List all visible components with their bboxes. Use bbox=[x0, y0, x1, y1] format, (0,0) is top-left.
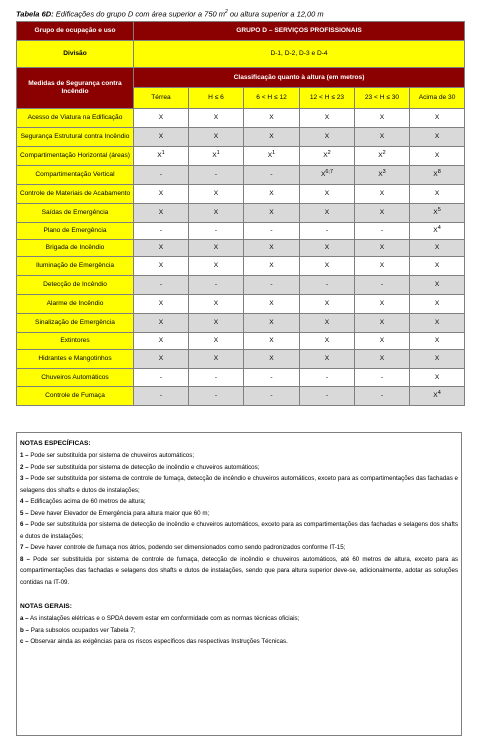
requirement-mark: X bbox=[433, 392, 438, 400]
requirement-cell bbox=[244, 128, 300, 147]
requirement-cell bbox=[355, 223, 410, 240]
measure-label: Segurança Estrutural contra Incêndio bbox=[17, 128, 134, 147]
requirement-cell bbox=[134, 166, 189, 185]
requirement-mark: X bbox=[158, 337, 164, 345]
requirement-mark: X bbox=[158, 244, 164, 252]
requirement-mark: X bbox=[434, 152, 440, 160]
requirement-mark: - bbox=[159, 392, 163, 400]
requirement-cell bbox=[355, 185, 410, 204]
note-text: Pode ser substituída por sistema de controle de fumaça, detecção de incêndio e chuveiros automáticos, até 60 metros de altura, exceto para as compartimentações das fachadas e selagens dos shafts e dutos de instalações, sendo que para altura superior deve-se, adicionalmente, adotar as soluções contidas na IT-09. bbox=[20, 555, 458, 586]
requirement-mark: - bbox=[270, 171, 273, 179]
note-reference: 6;7 bbox=[325, 169, 334, 176]
requirement-cell bbox=[244, 109, 300, 128]
requirement-cell bbox=[134, 276, 189, 295]
requirement-cell bbox=[355, 276, 410, 295]
requirement-mark: X bbox=[379, 209, 385, 217]
table-row bbox=[17, 204, 465, 223]
requirement-mark: X bbox=[433, 227, 438, 235]
requirement-cell bbox=[410, 350, 465, 369]
requirement-mark: X bbox=[269, 262, 274, 270]
requirement-cell bbox=[355, 350, 410, 369]
measure-label: Compartimentação Vertical bbox=[17, 166, 134, 185]
measure-label: Controle de Fumaça bbox=[17, 387, 134, 406]
requirement-mark: X bbox=[379, 355, 385, 363]
requirement-mark: X bbox=[324, 244, 330, 252]
caption-text-a: Edificações do grupo D com área superior a 750 m bbox=[55, 9, 225, 19]
note-reference: 4 bbox=[437, 390, 441, 397]
requirement-mark: X bbox=[434, 337, 440, 345]
note-text: As instalações elétricas e o SPDA devem estar em conformidade com as normas técnicas oficiais; bbox=[30, 615, 300, 622]
requirement-cell bbox=[300, 295, 355, 314]
requirement-mark: X bbox=[213, 337, 219, 345]
notes-box bbox=[16, 432, 462, 736]
table-row bbox=[17, 369, 465, 387]
table-row bbox=[17, 109, 465, 128]
requirement-cell bbox=[300, 240, 355, 257]
requirement-mark: X bbox=[267, 152, 273, 160]
note-text: Pode ser substituída por sistema de detecção de incêndio e chuveiros automáticos, exceto para as compartimentações das fachadas e selagens dos shafts e dutos de instalações; bbox=[20, 521, 458, 540]
note-reference: 1 bbox=[216, 150, 220, 157]
requirement-mark: X bbox=[269, 209, 274, 217]
caption-superscript: 2 bbox=[225, 9, 228, 15]
grupo-value-cell: GRUPO D – SERVIÇOS PROFISSIONAIS bbox=[134, 22, 465, 41]
requirement-mark: X bbox=[434, 133, 440, 141]
requirement-cell bbox=[410, 333, 465, 350]
requirement-mark: X bbox=[269, 300, 274, 308]
requirement-mark: - bbox=[380, 227, 384, 235]
requirement-cell bbox=[134, 295, 189, 314]
requirement-cell bbox=[355, 166, 410, 185]
requirement-cell bbox=[300, 166, 355, 185]
requirement-cell bbox=[189, 369, 244, 387]
requirement-mark: X bbox=[213, 133, 219, 141]
requirement-cell bbox=[244, 147, 300, 166]
requirement-mark: X bbox=[213, 209, 219, 217]
requirement-cell bbox=[300, 350, 355, 369]
requirement-cell bbox=[410, 387, 465, 406]
requirement-cell bbox=[244, 166, 300, 185]
requirement-mark: X bbox=[434, 190, 440, 198]
requirement-cell bbox=[189, 204, 244, 223]
requirement-mark: X bbox=[433, 171, 438, 179]
requirement-cell bbox=[300, 314, 355, 333]
requirement-mark: X bbox=[158, 355, 164, 363]
requirement-mark: X bbox=[158, 114, 164, 122]
requirement-mark: X bbox=[213, 114, 219, 122]
requirement-mark: - bbox=[325, 227, 329, 235]
requirement-cell bbox=[134, 387, 189, 406]
requirement-cell bbox=[134, 257, 189, 276]
requirement-mark: X bbox=[158, 300, 164, 308]
requirement-cell bbox=[189, 314, 244, 333]
requirement-mark: X bbox=[434, 281, 440, 289]
requirement-cell bbox=[355, 387, 410, 406]
requirement-mark: X bbox=[269, 337, 274, 345]
measure-label: Chuveiros Automáticos bbox=[17, 369, 134, 387]
note-number: 3 – bbox=[20, 475, 29, 482]
requirement-mark: X bbox=[269, 244, 274, 252]
requirement-cell bbox=[355, 314, 410, 333]
requirement-cell bbox=[134, 223, 189, 240]
notas-gerais-title: NOTAS GERAIS: bbox=[20, 603, 72, 610]
requirement-mark: X bbox=[320, 171, 326, 179]
table-row bbox=[17, 314, 465, 333]
requirement-mark: - bbox=[159, 281, 163, 289]
requirement-mark: X bbox=[324, 262, 330, 270]
requirement-mark: X bbox=[158, 209, 164, 217]
note-text: Pode ser substituída por sistema de detecção de incêndio e chuveiros automáticos; bbox=[30, 463, 260, 471]
requirement-cell bbox=[134, 204, 189, 223]
requirement-mark: X bbox=[213, 319, 219, 327]
note-reference: 2 bbox=[382, 150, 386, 157]
requirement-mark: - bbox=[159, 227, 163, 235]
requirement-mark: - bbox=[214, 373, 218, 381]
requirement-cell bbox=[410, 204, 465, 223]
note-number: 1 – bbox=[20, 452, 29, 459]
requirement-cell bbox=[244, 240, 300, 257]
table-row bbox=[17, 166, 465, 185]
requirement-mark: - bbox=[214, 227, 218, 235]
requirement-cell bbox=[134, 350, 189, 369]
requirement-cell bbox=[189, 350, 244, 369]
requirement-cell bbox=[355, 369, 410, 387]
requirement-cell bbox=[410, 240, 465, 257]
requirement-cell bbox=[355, 257, 410, 276]
requirement-mark: X bbox=[434, 319, 440, 327]
requirement-cell bbox=[410, 314, 465, 333]
requirement-mark: X bbox=[324, 114, 330, 122]
requirement-cell bbox=[355, 204, 410, 223]
note-text: Deve haver Elevador de Emergência para altura maior que 60 m; bbox=[30, 509, 210, 517]
note-item bbox=[20, 636, 458, 648]
requirement-cell bbox=[134, 333, 189, 350]
note-reference: 1 bbox=[161, 150, 165, 157]
requirement-mark: X bbox=[269, 355, 274, 363]
requirement-cell bbox=[189, 257, 244, 276]
requirement-cell bbox=[189, 147, 244, 166]
requirement-mark: - bbox=[159, 373, 163, 381]
requirement-cell bbox=[410, 185, 465, 204]
requirement-cell bbox=[189, 276, 244, 295]
measure-label: Alarme de Incêndio bbox=[17, 295, 134, 314]
requirement-cell bbox=[244, 369, 300, 387]
note-item bbox=[20, 625, 458, 637]
note-number: 5 – bbox=[20, 509, 29, 517]
requirement-mark: - bbox=[325, 373, 329, 381]
requirement-cell bbox=[134, 240, 189, 257]
table-row bbox=[17, 295, 465, 314]
table-row bbox=[17, 147, 465, 166]
requirement-mark: X bbox=[434, 300, 440, 308]
requirement-cell bbox=[355, 147, 410, 166]
table-row bbox=[17, 240, 465, 257]
requirement-mark: X bbox=[269, 190, 274, 198]
requirement-mark: X bbox=[434, 114, 440, 122]
requirement-cell bbox=[355, 333, 410, 350]
requirement-mark: X bbox=[324, 190, 330, 198]
requirement-mark: X bbox=[379, 319, 385, 327]
note-number: c – bbox=[20, 638, 29, 645]
requirement-mark: X bbox=[213, 190, 219, 198]
table-row bbox=[17, 185, 465, 204]
requirement-cell bbox=[300, 257, 355, 276]
requirement-cell bbox=[300, 109, 355, 128]
requirement-mark: X bbox=[269, 114, 274, 122]
note-number: 2 – bbox=[20, 463, 29, 471]
requirement-mark: - bbox=[214, 392, 218, 400]
note-number: a – bbox=[20, 615, 29, 622]
requirement-cell bbox=[244, 295, 300, 314]
requirement-cell bbox=[410, 223, 465, 240]
note-item bbox=[20, 554, 458, 589]
requirement-mark: - bbox=[214, 171, 218, 179]
note-item bbox=[20, 508, 458, 520]
requirement-cell bbox=[410, 109, 465, 128]
height-col-header: Acima de 30 bbox=[410, 88, 465, 109]
requirement-cell bbox=[300, 185, 355, 204]
requirement-cell bbox=[189, 166, 244, 185]
requirement-mark: - bbox=[270, 281, 273, 289]
requirement-mark: X bbox=[379, 262, 385, 270]
requirement-cell bbox=[189, 128, 244, 147]
requirement-cell bbox=[244, 276, 300, 295]
requirement-cell bbox=[410, 369, 465, 387]
measure-label: Detecção de Incêndio bbox=[17, 276, 134, 295]
measure-label: Compartimentação Horizontal (áreas) bbox=[17, 147, 134, 166]
requirement-mark: X bbox=[158, 190, 164, 198]
requirement-cell bbox=[355, 295, 410, 314]
requirement-cell bbox=[355, 109, 410, 128]
table-row bbox=[17, 387, 465, 406]
table-row bbox=[17, 223, 465, 240]
note-item bbox=[20, 519, 458, 542]
requirement-mark: X bbox=[433, 209, 438, 217]
requirement-mark: X bbox=[324, 355, 330, 363]
note-text: Observar ainda as exigências para os riscos específicos das respectivas Instruções Técnicas. bbox=[30, 638, 288, 645]
height-col-header: 12 < H ≤ 23 bbox=[300, 88, 355, 109]
note-item bbox=[20, 473, 458, 496]
height-col-header: 6 < H ≤ 12 bbox=[244, 88, 300, 109]
requirement-cell bbox=[410, 257, 465, 276]
requirement-mark: X bbox=[434, 244, 440, 252]
requirement-cell bbox=[134, 369, 189, 387]
requirement-mark: X bbox=[379, 244, 385, 252]
note-text: Pode ser substituída por sistema de controle de fumaça, detecção de incêndio e chuveiros automáticos, exceto para as compartimentações das fachadas e selagens dos shafts e dutos de instalações; bbox=[20, 475, 458, 494]
requirements-table bbox=[16, 21, 465, 406]
caption-prefix: Tabela 6D: bbox=[16, 9, 56, 19]
note-item bbox=[20, 542, 458, 554]
requirement-cell bbox=[355, 128, 410, 147]
requirement-cell bbox=[134, 185, 189, 204]
note-number: b – bbox=[20, 626, 29, 634]
measure-label: Brigada de Incêndio bbox=[17, 240, 134, 257]
table-row bbox=[17, 128, 465, 147]
requirement-cell bbox=[300, 128, 355, 147]
note-item bbox=[20, 450, 458, 462]
requirement-cell bbox=[189, 185, 244, 204]
requirement-mark: X bbox=[379, 133, 385, 141]
requirement-cell bbox=[300, 276, 355, 295]
requirement-mark: - bbox=[380, 392, 384, 400]
requirement-cell bbox=[410, 128, 465, 147]
notas-especificas-list bbox=[20, 450, 458, 588]
measure-label: Hidrantes e Mangotinhos bbox=[17, 350, 134, 369]
requirement-mark: X bbox=[213, 300, 219, 308]
requirement-mark: X bbox=[378, 171, 383, 179]
requirement-cell bbox=[355, 240, 410, 257]
note-text: Deve haver controle de fumaça nos átrios, podendo ser dimensionados como sendo padronizados conforme IT-15; bbox=[30, 544, 346, 551]
height-col-header: H ≤ 6 bbox=[189, 88, 244, 109]
measure-label: Saídas de Emergência bbox=[17, 204, 134, 223]
classificacao-label-cell: Classificação quanto à altura (em metros) bbox=[134, 68, 465, 88]
requirement-cell bbox=[244, 314, 300, 333]
measure-label: Sinalização de Emergência bbox=[17, 314, 134, 333]
requirement-mark: X bbox=[323, 152, 328, 160]
requirement-cell bbox=[300, 147, 355, 166]
note-item bbox=[20, 462, 458, 474]
requirement-cell bbox=[189, 223, 244, 240]
measure-label: Extintores bbox=[17, 333, 134, 350]
requirement-mark: X bbox=[213, 355, 219, 363]
requirement-mark: X bbox=[324, 209, 330, 217]
table-caption bbox=[16, 9, 324, 19]
requirement-cell bbox=[134, 314, 189, 333]
requirement-cell bbox=[244, 387, 300, 406]
requirement-cell bbox=[244, 257, 300, 276]
requirement-cell bbox=[244, 333, 300, 350]
height-col-header: Térrea bbox=[134, 88, 189, 109]
requirement-mark: X bbox=[213, 244, 219, 252]
requirement-cell bbox=[244, 204, 300, 223]
note-reference: 2 bbox=[327, 150, 331, 157]
note-text: Para subsolos ocupados ver Tabela 7; bbox=[30, 626, 136, 634]
requirement-mark: X bbox=[269, 319, 274, 327]
requirement-mark: - bbox=[325, 392, 329, 400]
measure-label: Controle de Materiais de Acabamento bbox=[17, 185, 134, 204]
requirement-mark: X bbox=[158, 262, 164, 270]
requirement-mark: - bbox=[380, 281, 384, 289]
note-item bbox=[20, 613, 458, 625]
requirement-cell bbox=[189, 295, 244, 314]
height-col-header: 23 < H ≤ 30 bbox=[355, 88, 410, 109]
requirement-cell bbox=[189, 387, 244, 406]
requirement-mark: X bbox=[324, 133, 330, 141]
requirement-cell bbox=[189, 333, 244, 350]
requirement-mark: X bbox=[157, 152, 162, 160]
requirement-mark: X bbox=[213, 262, 219, 270]
requirement-mark: - bbox=[380, 373, 384, 381]
requirement-mark: X bbox=[158, 133, 164, 141]
requirement-mark: X bbox=[378, 152, 383, 160]
measure-label: Iluminação de Emergência bbox=[17, 257, 134, 276]
divisao-label-cell: Divisão bbox=[17, 41, 134, 68]
caption-text-b: ou altura superior a 12,00 m bbox=[227, 9, 324, 19]
requirement-mark: - bbox=[159, 171, 163, 179]
requirement-mark: - bbox=[270, 392, 273, 400]
requirement-cell bbox=[300, 387, 355, 406]
note-reference: 5 bbox=[437, 207, 441, 214]
note-number: 7 – bbox=[20, 544, 29, 551]
requirement-cell bbox=[410, 295, 465, 314]
requirement-mark: - bbox=[270, 373, 273, 381]
requirement-mark: X bbox=[269, 133, 274, 141]
requirement-cell bbox=[134, 109, 189, 128]
table-row bbox=[17, 257, 465, 276]
requirement-mark: X bbox=[324, 300, 330, 308]
requirement-mark: X bbox=[212, 152, 217, 160]
table-row bbox=[17, 350, 465, 369]
requirement-mark: X bbox=[379, 190, 385, 198]
requirement-cell bbox=[134, 128, 189, 147]
requirement-mark: X bbox=[324, 337, 330, 345]
requirement-mark: X bbox=[158, 319, 164, 327]
grupo-label-cell: Grupo de ocupação e uso bbox=[17, 22, 134, 41]
requirement-mark: - bbox=[214, 281, 218, 289]
note-reference: 1 bbox=[272, 150, 276, 157]
requirement-mark: X bbox=[379, 337, 385, 345]
requirement-cell bbox=[244, 223, 300, 240]
note-text: Edificações acima de 60 metros de altura; bbox=[30, 498, 146, 505]
requirement-cell bbox=[189, 109, 244, 128]
note-item bbox=[20, 496, 458, 508]
measure-label: Plano de Emergência bbox=[17, 223, 134, 240]
requirement-mark: X bbox=[379, 300, 385, 308]
requirement-mark: - bbox=[325, 281, 329, 289]
requirement-cell bbox=[300, 204, 355, 223]
note-reference: 3 bbox=[382, 169, 386, 176]
medidas-label-cell: Medidas de Segurança contra Incêndio bbox=[17, 68, 134, 109]
divisao-value-cell: D-1, D-2, D-3 e D-4 bbox=[134, 41, 465, 68]
requirement-mark: X bbox=[379, 114, 385, 122]
note-number: 8 – bbox=[20, 555, 30, 563]
requirement-cell bbox=[410, 166, 465, 185]
requirement-mark: X bbox=[434, 262, 440, 270]
requirement-cell bbox=[300, 369, 355, 387]
requirement-mark: X bbox=[434, 373, 440, 381]
requirement-mark: X bbox=[324, 319, 330, 327]
notas-gerais-list bbox=[20, 613, 458, 648]
requirement-cell bbox=[244, 185, 300, 204]
requirement-mark: X bbox=[434, 355, 440, 363]
note-reference: 4 bbox=[437, 225, 441, 232]
requirement-cell bbox=[244, 350, 300, 369]
note-text: Pode ser substituída por sistema de chuveiros automáticos; bbox=[30, 452, 195, 459]
requirement-cell bbox=[189, 240, 244, 257]
requirement-cell bbox=[134, 147, 189, 166]
notas-especificas-title: NOTAS ESPECÍFICAS: bbox=[20, 440, 91, 447]
note-number: 4 – bbox=[20, 498, 29, 505]
requirement-cell bbox=[300, 333, 355, 350]
table-row bbox=[17, 333, 465, 350]
note-number: 6 – bbox=[20, 521, 29, 528]
measure-label: Acesso de Viatura na Edificação bbox=[17, 109, 134, 128]
requirement-mark: - bbox=[270, 227, 273, 235]
requirement-cell bbox=[410, 276, 465, 295]
note-reference: 8 bbox=[437, 169, 441, 176]
table-row bbox=[17, 276, 465, 295]
requirement-cell bbox=[410, 147, 465, 166]
requirement-cell bbox=[300, 223, 355, 240]
